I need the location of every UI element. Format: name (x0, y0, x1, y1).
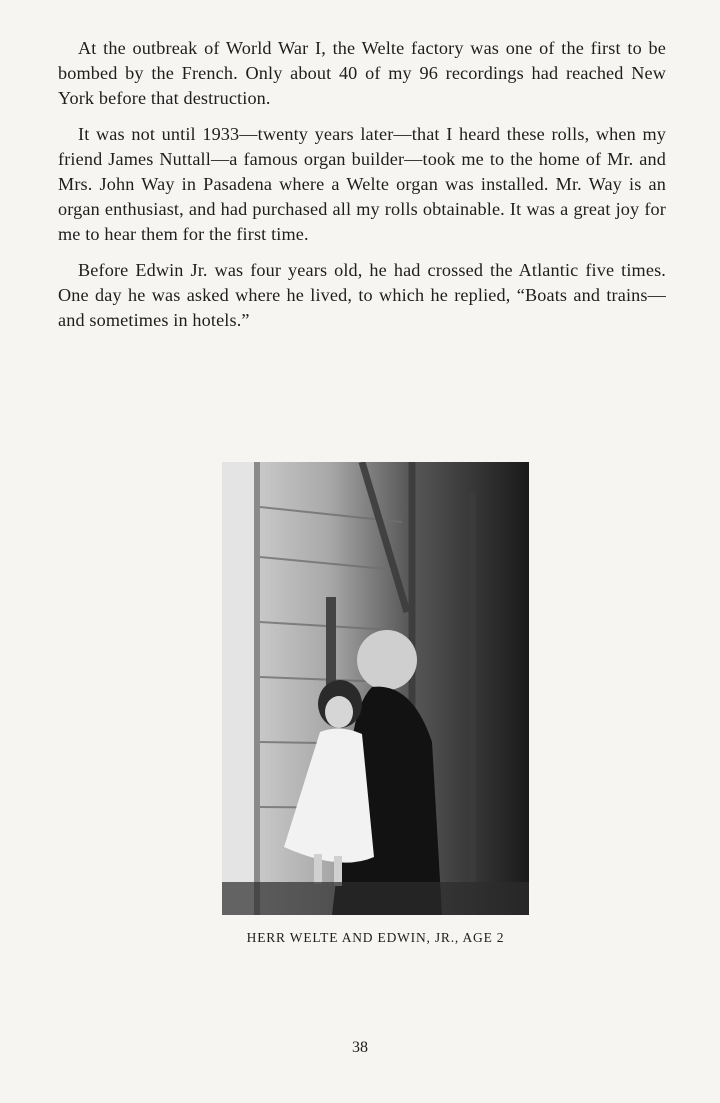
page-number: 38 (352, 1039, 368, 1056)
paragraph-3: Before Edwin Jr. was four years old, he had crossed the Atlantic five times. One day he was asked where he lived, to which he replied, “Boats and trains—and sometimes in hotels.” (58, 260, 666, 330)
photo-caption: HERR WELTE AND EDWIN, JR., AGE 2 (246, 930, 505, 945)
photograph-illustration (222, 462, 529, 915)
body-text (58, 36, 666, 344)
photograph-welte-and-child (222, 462, 529, 915)
paragraph-2: It was not until 1933—twenty years later—that I heard these rolls, when my friend James Nuttall—a famous organ builder—took me to the home of Mr. and Mrs. John Way in Pasadena where a Welte organ was installed. Mr. Way is an organ enthusiast, and had purchased all my rolls obtainable. It was a great joy for me to hear them for the first time. (58, 124, 666, 244)
paragraph-1: At the outbreak of World War I, the Welte factory was one of the first to be bombed by the French. Only about 40 of my 96 recordings had reached New York before that destruction. (58, 38, 666, 108)
